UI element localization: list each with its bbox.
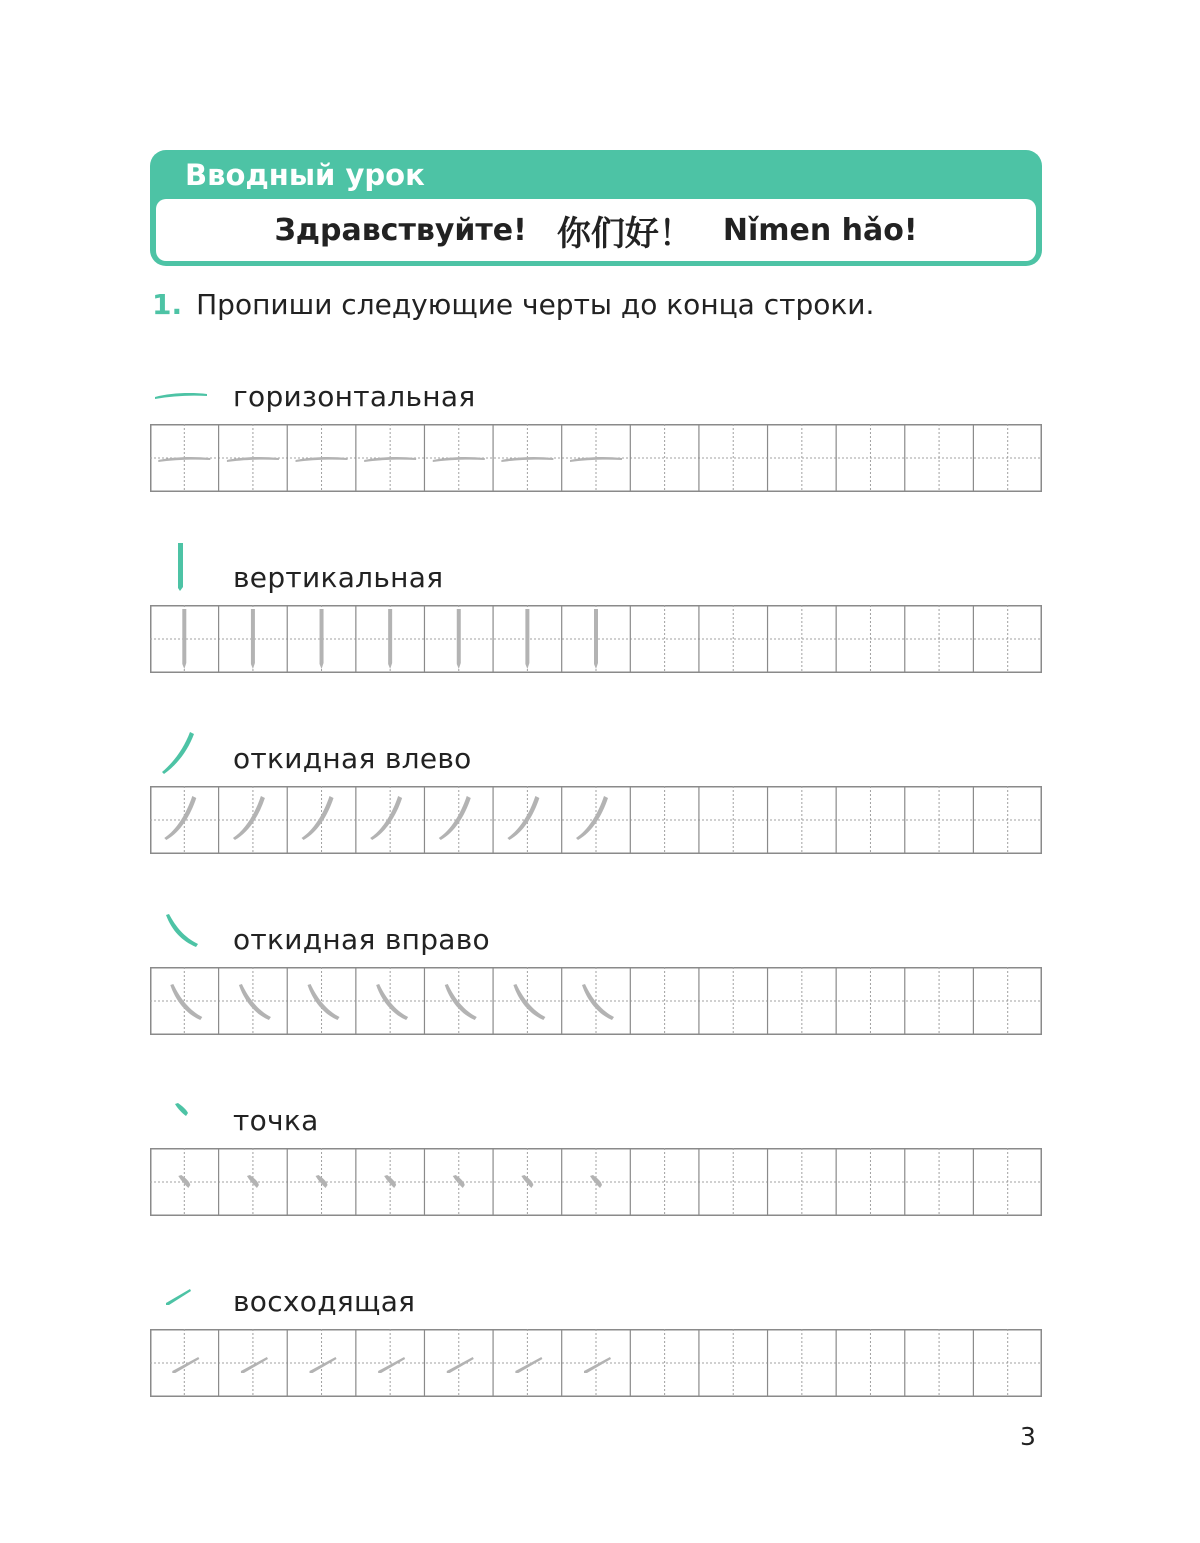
practice-grid[interactable] (150, 605, 1042, 673)
lesson-label: Вводный урок (185, 158, 425, 192)
trace-stroke (241, 1357, 268, 1373)
trace-stroke (233, 796, 265, 840)
trace-stroke (308, 984, 340, 1020)
task-number: 1. (152, 288, 183, 321)
stroke-label: точка (233, 1104, 319, 1137)
trace-stroke (576, 796, 608, 840)
trace-stroke (457, 609, 461, 669)
practice-grid[interactable] (150, 1148, 1042, 1216)
horizontal-stroke-icon (150, 362, 220, 422)
practice-grid[interactable] (150, 967, 1042, 1035)
trace-stroke (388, 609, 392, 669)
vertical-stroke-icon (150, 543, 220, 603)
trace-stroke (172, 1357, 199, 1373)
stroke-label: восходящая (233, 1285, 416, 1318)
trace-stroke (439, 796, 471, 840)
practice-grid[interactable] (150, 1329, 1042, 1397)
task-text: Пропиши следующие черты до конца строки. (196, 288, 875, 321)
trace-stroke (447, 1357, 474, 1373)
dot-stroke-icon (150, 1086, 220, 1146)
stroke-label: откидная вправо (233, 923, 490, 956)
trace-stroke (310, 1357, 337, 1373)
greeting-pinyin: Nǐmen hǎo! (722, 212, 918, 248)
stroke-label: вертикальная (233, 561, 444, 594)
trace-stroke (302, 796, 334, 840)
trace-stroke (239, 984, 271, 1020)
lesson-title-bar (156, 199, 1036, 261)
task-instruction (152, 288, 874, 321)
stroke-label: откидная влево (233, 742, 472, 775)
practice-grid[interactable] (150, 786, 1042, 854)
right-falling-stroke-icon (150, 905, 220, 965)
trace-stroke (170, 984, 202, 1020)
rising-stroke-icon (150, 1267, 220, 1327)
trace-stroke (182, 609, 186, 669)
left-falling-stroke-icon (150, 724, 220, 784)
trace-stroke (320, 609, 324, 669)
trace-stroke (251, 609, 255, 669)
trace-stroke (370, 796, 402, 840)
page-number: 3 (1020, 1422, 1036, 1451)
trace-stroke (582, 984, 614, 1020)
trace-stroke (584, 1357, 611, 1373)
trace-stroke (164, 796, 196, 840)
lesson-header (150, 150, 1042, 266)
trace-stroke (376, 984, 408, 1020)
trace-stroke (507, 796, 539, 840)
stroke-label: горизонтальная (233, 380, 476, 413)
practice-grid[interactable] (150, 424, 1042, 492)
trace-stroke (525, 609, 529, 669)
trace-stroke (445, 984, 477, 1020)
greeting-russian: Здравствуйте! (274, 212, 527, 248)
trace-stroke (594, 609, 598, 669)
trace-stroke (515, 1357, 542, 1373)
trace-stroke (378, 1357, 405, 1373)
trace-stroke (513, 984, 545, 1020)
greeting-chinese: 你们好！ (556, 213, 693, 254)
